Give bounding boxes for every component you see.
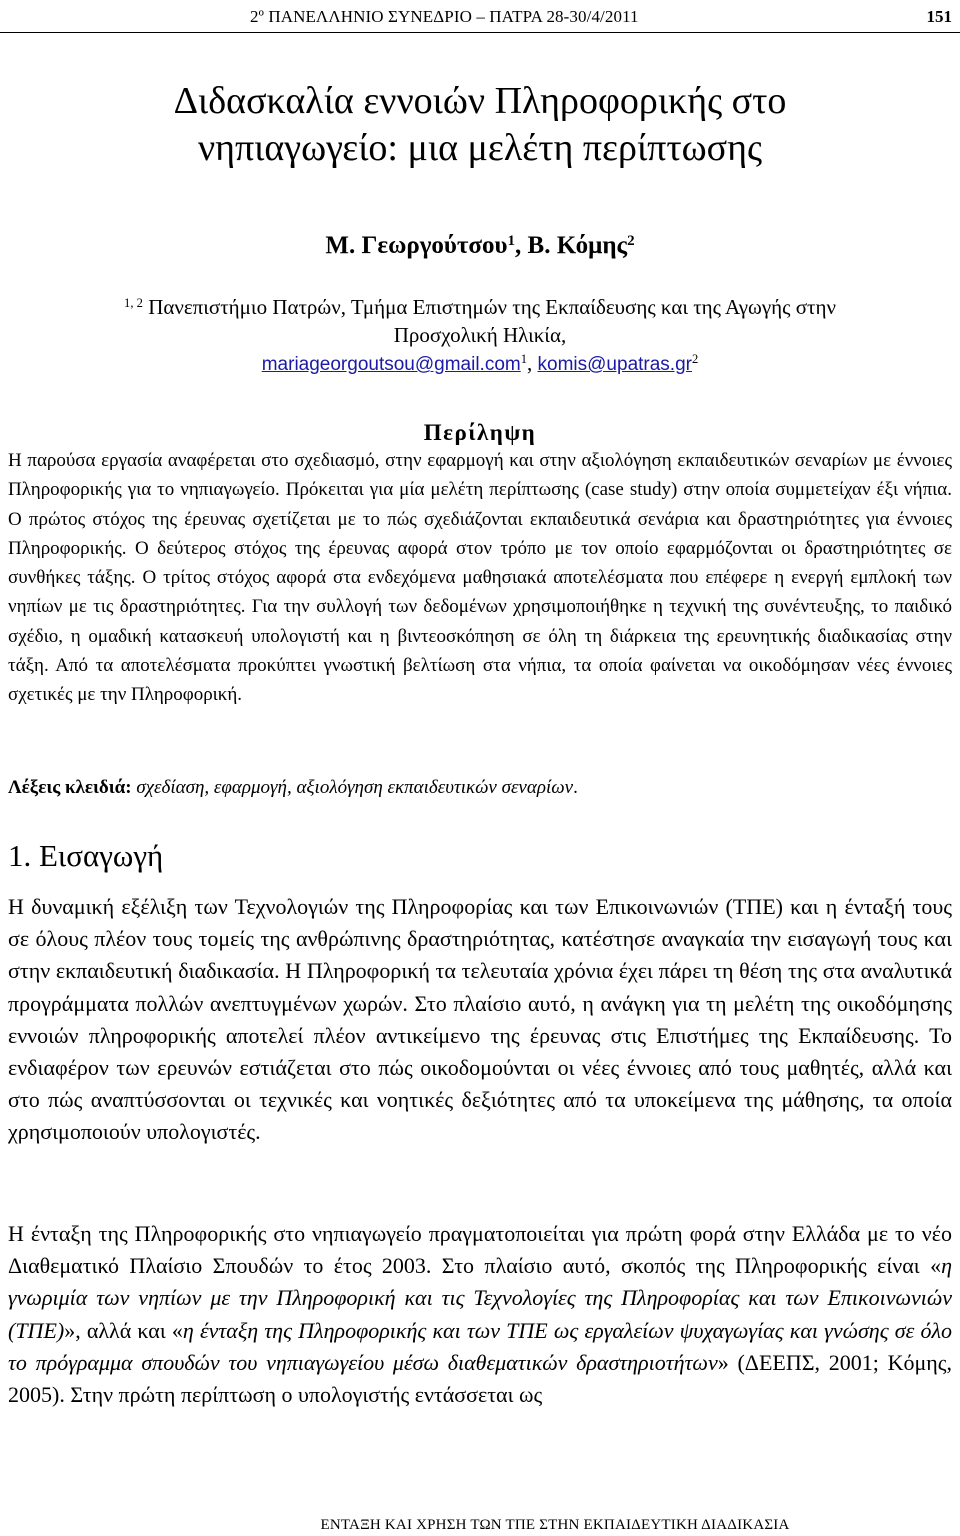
para2-part-c: » (ΔΕΕΠΣ, 2001; Κόμης, 2005). Στην πρώτη περίπτωση ο υπολογιστής εντάσσεται ως xyxy=(8,1349,952,1408)
author-1: Μ. Γεωργούτσου xyxy=(325,232,508,259)
paper-title xyxy=(60,78,900,172)
keywords xyxy=(8,774,952,802)
keywords-text: σχεδίαση, εφαρμογή, αξιολόγηση εκπαιδευτικών σεναρίων xyxy=(131,777,574,798)
para2-quote-1: η γνωριμία των νηπίων με την Πληροφορική και τις Τεχνολογίες της Πληροφορίας και των Επικοινωνιών (ΤΠΕ) xyxy=(8,1253,952,1343)
para2-part-a: Η ένταξη της Πληροφορικής στο νηπιαγωγείο πραγματοποιείται για πρώτη φορά στην Ελλάδα με το νέο Διαθεματικό Πλαίσιο Σπουδών το έτος 2003. Στο πλαίσιο αυτό, σκοπός της Πληροφορικής είναι « xyxy=(8,1221,952,1279)
running-footer: ΕΝΤΑΞΗ ΚΑΙ ΧΡΗΣΗ ΤΩΝ ΤΠΕ ΣΤΗΝ ΕΚΠΑΙΔΕΥΤΙΚΗ ΔΙΑΔΙΚΑΣΙΑ xyxy=(320,1517,790,1533)
author-separator: , xyxy=(515,232,528,259)
running-header xyxy=(0,0,960,34)
section-heading-introduction: 1. Εισαγωγή xyxy=(8,838,164,873)
email-2-mark: 2 xyxy=(691,352,699,367)
affiliation-line-1: Πανεπιστήμιο Πατρών, Τμήμα Επιστημών της Εκπαίδευσης και της Αγωγής στην xyxy=(142,295,836,319)
title-line-2: νηπιαγωγείο: μια μελέτη περίπτωσης xyxy=(197,127,763,169)
affiliation xyxy=(20,293,940,379)
email-link-1[interactable]: mariageorgoutsou@gmail.com xyxy=(261,354,521,375)
page-number: 151 xyxy=(926,7,952,26)
intro-paragraph-2 xyxy=(8,1218,952,1411)
intro-paragraph-1: Η δυναμική εξέλιξη των Τεχνολογιών της Πληροφορίας και των Επικοινωνιών (ΤΠΕ) και η ένταξή τους σε όλους πλέον τους τομείς της ανθρώπινης δραστηριότητας, κατέστησε αναγκαία την εισαγωγή τους και στην εκπαιδευτική διαδικασία. Η Πληροφορική τα τελευταία χρόνια έχει πάρει τη θέση της στα αναλυτικά προγράμματα πολλών ανεπτυγμένων χωρών. Στο πλαίσιο αυτό, η ανάγκη για τη μελέτη της οικοδόμησης εννοιών πληροφορικής αποτελεί πλέον αντικείμενο της έρευνας στις Επιστήμες της Εκπαίδευσης. Το ενδιαφέρον των ερευνών εστιάζεται στο πώς οικοδομούνται οι νέες έννοιες από τους μαθητές, αλλά και στο πώς αναπτύσσονται οι τεχνικές και νοητικές δεξιότητες από τα υποκείμενα της μάθησης, τα οποία χρησιμοποιούν υπολογιστές. xyxy=(8,894,952,1145)
author-2-affil-mark: 2 xyxy=(627,232,635,249)
abstract-heading: Περίληψη xyxy=(423,420,537,445)
authors xyxy=(60,229,900,263)
conference-name: 2º ΠΑΝΕΛΛΗΝΙΟ ΣΥΝΕΔΡΙΟ – ΠΑΤΡΑ 28-30/4/2011 xyxy=(250,7,639,26)
para2-quote-2: η ένταξη της Πληροφορικής και των ΤΠΕ ως εργαλείων ψυχαγωγίας και γνώσης σε όλο το πρόγραμμα σπουδών του νηπιαγωγείου μέσω διαθεματικών δραστηριοτήτων xyxy=(8,1317,952,1375)
title-line-1: Διδασκαλία εννοιών Πληροφορικής στο xyxy=(173,80,787,122)
email-link-2[interactable]: komis@upatras.gr xyxy=(537,354,692,375)
keywords-end: . xyxy=(573,777,578,798)
email-1-mark: 1 xyxy=(520,352,528,367)
keywords-label: Λέξεις κλειδιά: xyxy=(8,777,132,798)
author-2: Β. Κόμης xyxy=(527,232,628,259)
header-rule xyxy=(0,32,960,33)
abstract-text: Η παρούσα εργασία αναφέρεται στο σχεδιασμό, στην εφαρμογή και στην αξιολόγηση εκπαιδευτικών σεναρίων με έννοιες Πληροφορικής για το νηπιαγωγείο. Πρόκειται για μία μελέτη περίπτωσης (case study) στην οποία συμμετείχαν έξι νήπια. Ο πρώτος στόχος της έρευνας σχετίζεται με το πώς σχεδιάζονται εκπαιδευτικά σενάρια και δραστηριότητες για έννοιες Πληροφορικής. Ο δεύτερος στόχος της έρευνας αφορά στον τρόπο με τον οποίο εφαρμόζονται οι δραστηριότητες σε συνθήκες τάξης. Ο τρίτος στόχος αφορά στα ενδεχόμενα μαθησιακά αποτελέσματα που επέφερε η ενεργή εμπλοκή των νηπίων με τις δραστηριότητες. Για την συλλογή των δεδομένων χρησιμοποιήθηκε η τεχνική της συνέντευξης, το παιδικό σχέδιο, η ομαδική κατασκευή υπολογιστή και η βιντεοσκόπηση σε όλη τη διάρκεια της ερευνητικής διαδικασίας στην τάξη. Από τα αποτελέσματα προκύπτει γνωστική βελτίωση στα νήπια, τα οποία φαίνεται να οικοδόμησαν νέες έννοιες σχετικές με την Πληροφορική. xyxy=(8,450,952,706)
affiliation-line-2: Προσχολική Ηλικία, xyxy=(393,323,567,347)
author-1-affil-mark: 1 xyxy=(507,232,516,249)
email-separator: , xyxy=(527,351,538,375)
para2-part-b: », αλλά και « xyxy=(64,1317,183,1343)
affiliation-mark: 1, 2 xyxy=(124,296,143,311)
